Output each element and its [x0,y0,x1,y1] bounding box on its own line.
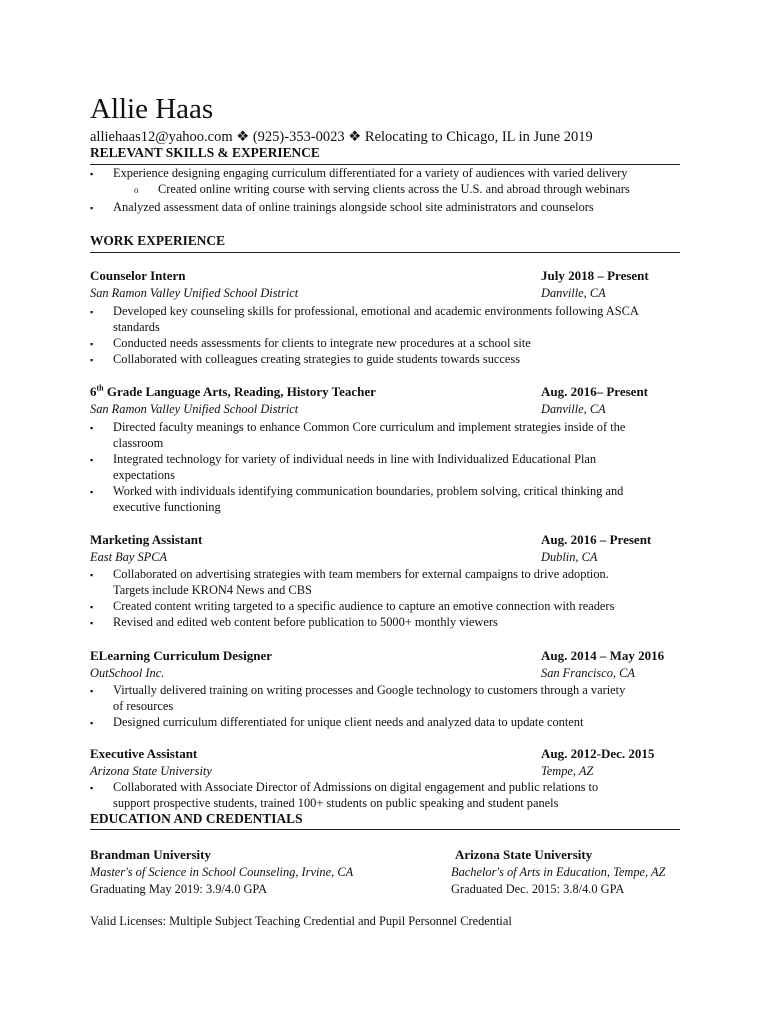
job-organization: San Ramon Valley Unified School District [90,286,299,300]
job-bullet-continuation: classroom [113,436,164,450]
section-heading-education: EDUCATION AND CREDENTIALS [90,811,303,826]
bullet-icon: ▪ [90,169,94,179]
job-location: Danville, CA [541,402,606,416]
job-title-suffix: th [96,383,104,393]
bullet-icon: ▪ [90,339,94,349]
job-bullet-continuation: expectations [113,468,175,482]
bullet-icon: ▪ [90,355,94,365]
job-location: Dublin, CA [541,550,598,564]
job-bullet: Designed curriculum differentiated for unique client needs and analyzed data to update content [113,715,584,729]
job-bullet-continuation: executive functioning [113,500,221,514]
resume-name: Allie Haas [90,93,214,125]
job-title: ELearning Curriculum Designer [90,648,272,663]
section-heading-work: WORK EXPERIENCE [90,233,226,248]
job-bullet: Collaborated with Associate Director of Admissions on digital engagement and public relations to [113,780,599,794]
job-location: San Francisco, CA [541,666,635,680]
sub-bullet-icon: o [134,185,139,195]
school-name: Brandman University [90,847,211,862]
job-bullet: Collaborated on advertising strategies with team members for external campaigns to drive adoption. [113,567,609,581]
skill-item: Analyzed assessment data of online trainings alongside school site administrators and counselors [113,200,594,214]
bullet-icon: ▪ [90,455,94,465]
job-bullet-continuation: standards [113,320,160,334]
job-bullet-continuation: of resources [113,699,174,713]
job-bullet-continuation: support prospective students, trained 100+ students on public speaking and student panels [113,796,559,810]
job-bullet-continuation: Targets include KRON4 News and CBS [113,583,312,597]
job-title: Counselor Intern [90,268,186,283]
job-organization: OutSchool Inc. [90,666,165,680]
job-bullet: Revised and edited web content before publication to 5000+ monthly viewers [113,615,498,629]
school-graduation: Graduated Dec. 2015: 3.8/4.0 GPA [451,882,625,896]
licenses-line: Valid Licenses: Multiple Subject Teaching Credential and Pupil Personnel Credential [90,914,512,928]
school-degree: Master's of Science in School Counseling, Irvine, CA [90,865,354,879]
job-bullet: Worked with individuals identifying communication boundaries, problem solving, critical thinking and [113,484,624,498]
school-degree: Bachelor's of Arts in Education, Tempe, AZ [451,865,666,879]
job-dates: July 2018 – Present [541,268,649,283]
bullet-icon: ▪ [90,602,94,612]
bullet-icon: ▪ [90,570,94,580]
bullet-icon: ▪ [90,307,94,317]
section-divider [90,252,680,253]
job-title [90,384,376,400]
job-location: Tempe, AZ [541,764,594,778]
job-dates: Aug. 2016– Present [541,384,649,399]
contact-line: alliehaas12@yahoo.com ❖ (925)-353-0023 ❖ Relocating to Chicago, IL in June 2019 [90,129,593,145]
bullet-icon: ▪ [90,783,94,793]
job-organization: San Ramon Valley Unified School District [90,402,299,416]
section-divider [90,829,680,830]
job-location: Danville, CA [541,286,606,300]
school-name: Arizona State University [455,847,593,862]
job-title-number: 6 [90,384,97,399]
bullet-icon: ▪ [90,487,94,497]
job-organization: Arizona State University [90,764,212,778]
job-bullet: Created content writing targeted to a specific audience to capture an emotive connection with readers [113,599,615,613]
bullet-icon: ▪ [90,423,94,433]
job-dates: Aug. 2012-Dec. 2015 [541,746,655,761]
section-heading-skills: RELEVANT SKILLS & EXPERIENCE [90,145,320,160]
job-title: Marketing Assistant [90,532,203,547]
job-bullet: Conducted needs assessments for clients to integrate new procedures at a school site [113,336,531,350]
job-bullet: Developed key counseling skills for professional, emotional and academic environments following ASCA [113,304,639,318]
bullet-icon: ▪ [90,686,94,696]
skill-item: Experience designing engaging curriculum differentiated for a variety of audiences with varied delivery [113,166,628,180]
bullet-icon: ▪ [90,618,94,628]
school-graduation: Graduating May 2019: 3.9/4.0 GPA [90,882,268,896]
bullet-icon: ▪ [90,718,94,728]
job-dates: Aug. 2016 – Present [541,532,652,547]
bullet-icon: ▪ [90,203,94,213]
job-title: Executive Assistant [90,746,198,761]
job-organization: East Bay SPCA [90,550,168,564]
job-bullet: Virtually delivered training on writing processes and Google technology to customers through a variety [113,683,626,697]
skill-subitem: Created online writing course with serving clients across the U.S. and abroad through webinars [158,182,630,196]
job-bullet: Collaborated with colleagues creating strategies to guide students towards success [113,352,521,366]
job-dates: Aug. 2014 – May 2016 [541,648,665,663]
job-bullet: Directed faculty meanings to enhance Common Core curriculum and implement strategies inside of the [113,420,626,434]
job-title-text: Grade Language Arts, Reading, History Teacher [103,384,376,399]
job-bullet: Integrated technology for variety of individual needs in line with Individualized Educational Plan [113,452,597,466]
